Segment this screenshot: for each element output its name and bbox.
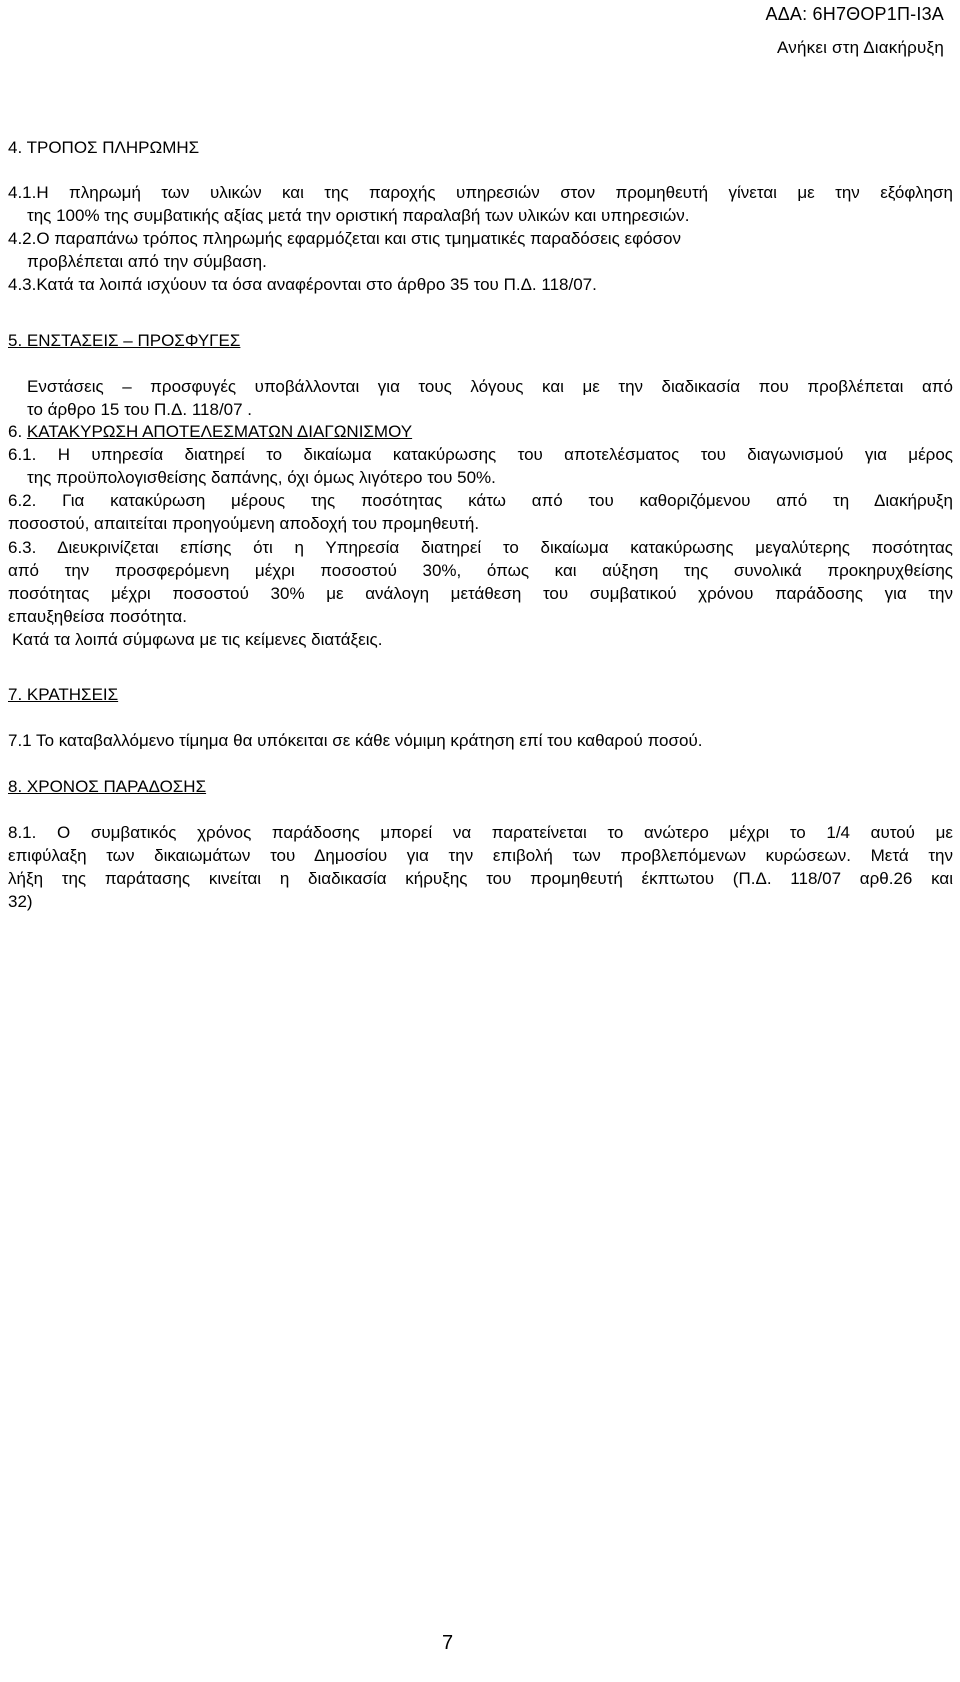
paragraph-8-1-line-4: 32): [8, 892, 33, 911]
paragraph-5-line-2: το άρθρο 15 του Π.Δ. 118/07 .: [27, 400, 253, 419]
section-6-title: ΚΑΤΑΚΥΡΩΣΗ ΑΠΟΤΕΛΕΣΜΑΤΩΝ ΔΙΑΓΩΝΙΣΜΟΥ: [26, 422, 413, 441]
paragraph-8-1-line-2: επιφύλαξη των δικαιωμάτων του Δημοσίου για την επιβολή των προβλεπόμενων κυρώσεων. Μετά την: [8, 846, 953, 865]
section-5-heading: 5. ΕΝΣΤΑΣΕΙΣ – ΠΡΟΣΦΥΓΕΣ: [8, 331, 241, 350]
paragraph-6-2-line-1: 6.2. Για κατακύρωση μέρους της ποσότητας κάτω από του καθοριζόμενου από τη Διακήρυξη: [8, 491, 953, 510]
paragraph-5-line-1: Ενστάσεις – προσφυγές υποβάλλονται για τους λόγους και με την διαδικασία που προβλέπεται από: [27, 377, 953, 396]
section-4-heading: 4. ΤΡΟΠΟΣ ΠΛΗΡΩΜΗΣ: [8, 138, 200, 157]
paragraph-6-2-line-2: ποσοστού, απαιτείται προηγούμενη αποδοχή του προμηθευτή.: [8, 514, 480, 533]
section-6-heading: [8, 421, 412, 443]
paragraph-4-2-line-1: 4.2.Ο παραπάνω τρόπος πληρωμής εφαρμόζεται και στις τμηματικές παραδόσεις εφόσον: [8, 229, 682, 248]
page-number: 7: [442, 1632, 454, 1654]
section-8-heading: 8. ΧΡΟΝΟΣ ΠΑΡΑΔΟΣΗΣ: [8, 777, 207, 796]
paragraph-4-3: 4.3.Κατά τα λοιπά ισχύουν τα όσα αναφέρονται στο άρθρο 35 του Π.Δ. 118/07.: [8, 275, 597, 294]
paragraph-4-2-line-2: προβλέπεται από την σύμβαση.: [27, 252, 267, 271]
document-status: Ανήκει στη Διακήρυξη: [777, 38, 944, 57]
paragraph-6-3-line-2: από την προσφερόμενη μέχρι ποσοστού 30%, όπως και αύξηση της συνολικά προκηρυχθείσης: [8, 561, 953, 580]
ada-code: ΑΔΑ: 6Η7ΘΟΡ1Π-Ι3Α: [765, 4, 944, 24]
paragraph-6-3-line-1: 6.3. Διευκρινίζεται επίσης ότι η Υπηρεσία διατηρεί το δικαίωμα κατακύρωσης μεγαλύτερης ποσότητας: [8, 538, 953, 557]
paragraph-4-1-line-1: 4.1.Η πληρωμή των υλικών και της παροχής υπηρεσιών στον προμηθευτή γίνεται με την εξόφληση: [8, 183, 953, 202]
paragraph-6-3-line-4: επαυξηθείσα ποσότητα.: [8, 607, 187, 626]
paragraph-4-1-line-2: της 100% της συμβατικής αξίας μετά την οριστική παραλαβή των υλικών και υπηρεσιών.: [27, 206, 690, 225]
paragraph-6-3-line-3: ποσότητας μέχρι ποσοστού 30% με ανάλογη μετάθεση του συμβατικού χρόνου παράδοσης για την: [8, 584, 953, 603]
paragraph-8-1-line-1: 8.1. Ο συμβατικός χρόνος παράδοσης μπορεί να παρατείνεται το ανώτερο μέχρι το 1/4 αυτού με: [8, 823, 953, 842]
section-7-heading: 7. ΚΡΑΤΗΣΕΙΣ: [8, 685, 119, 704]
paragraph-6-rest: Κατά τα λοιπά σύμφωνα με τις κείμενες διατάξεις.: [12, 630, 383, 649]
paragraph-7-1: 7.1 Το καταβαλλόμενο τίμημα θα υπόκειται σε κάθε νόμιμη κράτηση επί του καθαρού ποσού.: [8, 731, 703, 750]
paragraph-6-1-line-1: 6.1. Η υπηρεσία διατηρεί το δικαίωμα κατακύρωσης του αποτελέσματος του διαγωνισμού για μέρος: [8, 445, 953, 464]
section-6-number: 6.: [8, 422, 27, 441]
paragraph-6-1-line-2: της προϋπολογισθείσης δαπάνης, όχι όμως λιγότερο του 50%.: [27, 468, 496, 487]
paragraph-8-1-line-3: λήξη της παράτασης κινείται η διαδικασία κήρυξης του προμηθευτή έκπτωτου (Π.Δ. 118/07 αρθ.26 και: [8, 869, 953, 888]
